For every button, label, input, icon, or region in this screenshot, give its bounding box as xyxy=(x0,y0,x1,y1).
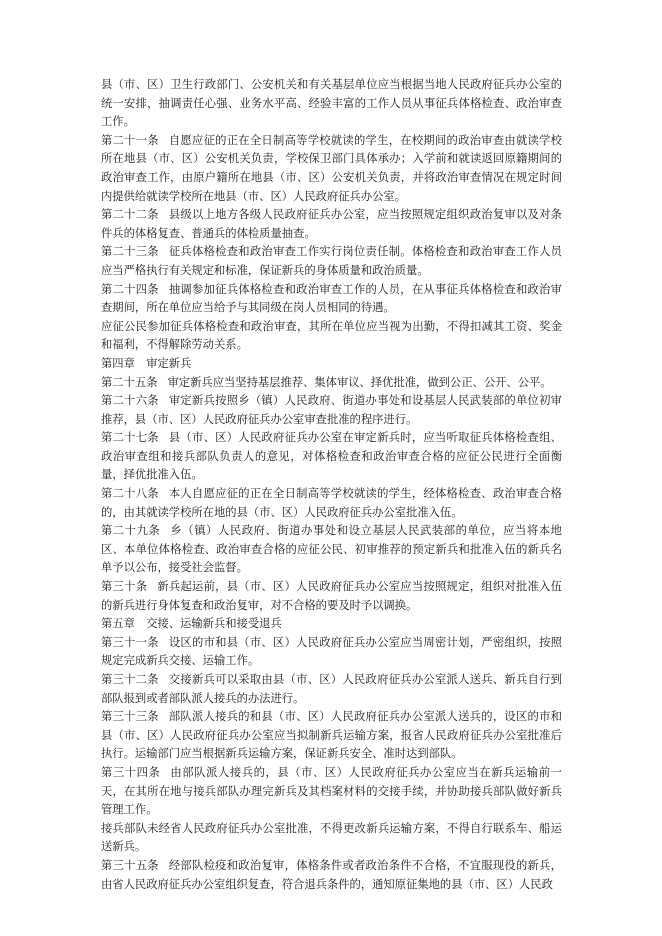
article-34 xyxy=(101,764,562,820)
article-22 xyxy=(101,206,562,243)
article-number: 第三十条 xyxy=(101,580,148,594)
article-number: 第三十二条 xyxy=(101,673,159,686)
article-text: 新兵起运前，县（市、区）人民政府征兵办公室应当按照规定，组织对批准入伍的新兵进行身体复查和政治复审，对不合格的要及时予以调换。 xyxy=(101,580,562,612)
article-text: 由部队派人接兵的，县（市、区）人民政府征兵办公室应当在新兵运输前一天，在其所在地与接兵部队办理完新兵及其档案材料的交接手续，并协助接兵部队做好新兵管理工作。 xyxy=(101,765,562,817)
article-text: 审定新兵按照乡（镇）人民政府、街道办事处和设基层人民武装部的单位初审推荐，县（市、区）人民政府征兵办公室审查批准的程序进行。 xyxy=(101,394,562,426)
article-number: 第二十一条 xyxy=(101,133,159,147)
article-text: 县级以上地方各级人民政府征兵办公室，应当按照规定组织政治复审以及对条件兵的体格复查、普通兵的体检质量抽查。 xyxy=(101,208,562,240)
article-25 xyxy=(101,374,562,393)
paragraph-5 xyxy=(101,318,562,355)
article-text: 自愿应征的正在全日制高等学校就读的学生，在校期间的政治审查由就读学校所在地县（市、区）公安机关负责，学校保卫部门具体承办；入学前和就读返回原籍期间的政治审查工作，由原户籍所在地县（市、区）公安机关负责，并将政治审查情况在规定时间内提供给就读学校所在地县（市、区）人民政府征兵办公室。 xyxy=(101,133,562,203)
article-number: 第二十五条 xyxy=(101,375,158,389)
article-number: 第二十六条 xyxy=(101,394,159,408)
article-text: 部队派人接兵的和县（市、区）人民政府征兵办公室派人送兵的，设区的市和县（市、区）人民政府征兵办公室应当拟制新兵运输方案，报省人民政府征兵办公室批准后执行。运输部门应当根据新兵运输方案，保证新兵安全、准时达到部队。 xyxy=(101,710,562,761)
article-number: 第三十一条 xyxy=(101,635,159,649)
article-24 xyxy=(101,281,562,318)
chapter-4-heading: 第四章 审定新兵 xyxy=(101,356,192,370)
article-number: 第二十三条 xyxy=(101,245,159,259)
chapter-5-heading: 第五章 交接、运输新兵和接受退兵 xyxy=(101,617,282,631)
article-21 xyxy=(101,132,562,206)
article-text: 县（市、区）人民政府征兵办公室在审定新兵时，应当听取征兵体格检查组、政治审查组和接兵部队负责人的意见，对体格检查和政治审查合格的应征公民进行全面衡量，择优批准入伍。 xyxy=(101,431,562,482)
article-number: 第三十三条 xyxy=(101,710,159,724)
article-text: 设区的市和县（市、区）人民政府征兵办公室应当周密计划，严密组织，按照规定完成新兵交接、运输工作。 xyxy=(101,635,562,668)
article-text: 经部队检疫和政治复审，体格条件或者政治条件不合格，不宜服现役的新兵，由省人民政府征兵办公室组织复查，符合退兵条件的，通知原征集地的县（市、区）人民政 xyxy=(101,858,562,891)
article-30 xyxy=(101,578,562,615)
article-28 xyxy=(101,485,562,522)
article-number: 第二十八条 xyxy=(101,487,159,501)
article-number: 第二十七条 xyxy=(101,431,159,445)
article-number: 第二十四条 xyxy=(101,282,159,296)
paragraph-text: 接兵部队未经省人民政府征兵办公室批准，不得更改新兵运输方案，不得自行联系车、船运送新兵。 xyxy=(101,821,562,854)
article-35 xyxy=(101,857,562,894)
article-text: 交接新兵可以采取由县（市、区）人民政府征兵办公室派人送兵、新兵自行到部队报到或者部队派人接兵的办法进行。 xyxy=(101,673,562,705)
article-text: 乡（镇）人民政府、街道办事处和设立基层人民武装部的单位，应当将本地区、本单位体格检查、政治审查合格的应征公民、初审推荐的预定新兵和批准入伍的新兵名单予以公布，接受社会监督。 xyxy=(101,524,562,575)
article-27 xyxy=(101,429,562,485)
article-text: 征兵体格检查和政治审查工作实行岗位责任制。体格检查和政治审查工作人员应当严格执行有关规定和标准，保证新兵的身体质量和政治质量。 xyxy=(101,245,562,277)
article-23 xyxy=(101,243,562,280)
article-26 xyxy=(101,392,562,429)
article-31 xyxy=(101,634,562,671)
article-text: 审定新兵应当坚持基层推荐、集体审议、择优批准，做到公正、公开、公平。 xyxy=(167,375,552,389)
article-text: 抽调参加征兵体格检查和政治审查工作的人员，在从事征兵体格检查和政治审查期间，所在单位应当给予与其同级在岗人员相同的待遇。 xyxy=(101,282,562,315)
article-33 xyxy=(101,708,562,764)
paragraph-18 xyxy=(101,820,562,857)
article-29 xyxy=(101,522,562,578)
article-number: 第二十二条 xyxy=(101,208,159,222)
article-32 xyxy=(101,671,562,708)
paragraph-0 xyxy=(101,76,562,132)
article-number: 第三十四条 xyxy=(101,765,161,779)
article-number: 第三十五条 xyxy=(101,858,159,872)
article-text: 本人自愿应征的正在全日制高等学校就读的学生，经体格检查、政治审查合格的，由其就读学校所在地的县（市、区）人民政府征兵办公室批准入伍。 xyxy=(101,487,562,519)
article-number: 第二十九条 xyxy=(101,524,161,538)
paragraph-text: 县（市、区）卫生行政部门、公安机关和有关基层单位应当根据当地人民政府征兵办公室的统一安排，抽调责任心强、业务水平高、经验丰富的工作人员从事征兵体格检查、政治审查工作。 xyxy=(101,78,562,129)
document-page xyxy=(101,76,562,894)
paragraph-text: 应征公民参加征兵体格检查和政治审查，其所在单位应当视为出勤，不得扣减其工资、奖金和福利，不得解除劳动关系。 xyxy=(101,319,562,352)
